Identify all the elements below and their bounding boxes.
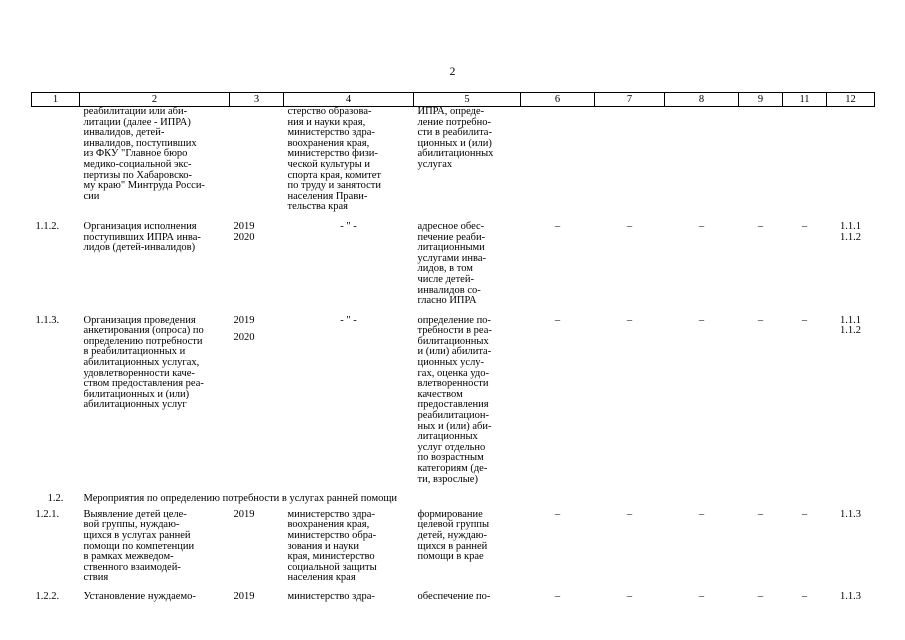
row-name: Организация исполнения поступивших ИПРА инва- лидов (детей-инвалидов) <box>83 220 201 254</box>
cell-dash: – <box>554 590 561 602</box>
cell-dash: – <box>757 314 764 326</box>
row-year: 2019 <box>233 508 255 520</box>
row-refs: 1.1.3 <box>840 508 861 520</box>
row-number: 1.1.3. <box>35 314 60 326</box>
cell-dash: – <box>801 590 808 602</box>
continuation-result: ИПРА, опреде- ление потребно- сти в реабилита- ционных и (или) абилитационных услугах <box>417 106 494 170</box>
header-cell: 8 <box>665 93 739 107</box>
row-name: Организация проведения анкетирования (опроса) по определению потребности в реабилитационных и абилитационных услугах, удовлетворенности каче- ством предоставления реа- билитационных и (или) абилитационных услуг <box>83 314 204 411</box>
cell-dash: – <box>626 590 633 602</box>
cell-dash: – <box>554 314 561 326</box>
cell-dash: – <box>626 508 633 520</box>
header-cell: 5 <box>414 93 521 107</box>
section-number: 1.2. <box>47 493 64 505</box>
table-row <box>32 313 875 492</box>
section-title: Мероприятия по определению потребности в услугах ранней помощи <box>83 493 398 505</box>
header-cell: 7 <box>595 93 665 107</box>
cell-dash: – <box>626 220 633 232</box>
row-refs: 1.1.1 1.1.2 <box>840 314 861 337</box>
cell-dash: – <box>698 590 705 602</box>
row-name: Выявление детей целе- вой группы, нуждаю- щихся в услугах ранней помощи по компетенции в рамках межведом- ственного взаимодей- ствия <box>83 508 195 584</box>
row-result: формирование целевой группы детей, нуждаю- щихся в ранней помощи в крае <box>417 508 490 563</box>
cell-dash: – <box>757 220 764 232</box>
cell-dash: – <box>698 508 705 520</box>
header-cell: 9 <box>739 93 783 107</box>
row-year: 2019 <box>233 590 255 602</box>
row-refs: 1.1.1 1.1.2 <box>840 220 861 243</box>
header-cell: 12 <box>827 93 875 107</box>
cell-dash: – <box>554 508 561 520</box>
cell-dash: – <box>554 220 561 232</box>
cell-dash: – <box>698 220 705 232</box>
header-cell: 3 <box>230 93 284 107</box>
row-executor: министерство здра- <box>287 590 375 602</box>
row-executor: - " - <box>340 220 357 232</box>
row-result: обеспечение по- <box>417 590 491 602</box>
cell-dash: – <box>801 314 808 326</box>
header-row <box>32 93 875 107</box>
row-executor: министерство здра- воохранения края, министерство обра- зования и науки края, министерство социальной защиты населения края <box>287 508 377 584</box>
row-name: Установление нуждаемо- <box>83 590 196 602</box>
table-row <box>32 508 875 590</box>
header-cell: 6 <box>521 93 595 107</box>
header-cell: 1 <box>32 93 80 107</box>
cell-dash: – <box>757 508 764 520</box>
measures-table <box>31 92 875 603</box>
row-years: 2019 2020 <box>233 314 255 344</box>
row-number: 1.2.1. <box>35 508 60 520</box>
table-row <box>32 590 875 603</box>
cell-dash: – <box>757 590 764 602</box>
cell-dash: – <box>801 220 808 232</box>
row-number: 1.2.2. <box>35 590 60 602</box>
cell-dash: – <box>626 314 633 326</box>
continuation-executor: стерство образова- ния и науки края, министерство здра- воохранения края, министерство физи- ческой культуры и спорта края, комитет по труду и занятости населения Прави- тельства края <box>287 106 381 213</box>
continuation-name: реабилитации или аби- литации (далее - ИПРА) инвалидов, детей- инвалидов, поступивших из ФКУ "Главное бюро медико-социальной экс- пертизы по Хабаровско- му краю" Минтруда Росси- сии <box>83 106 205 202</box>
row-number: 1.1.2. <box>35 220 60 232</box>
row-result: адресное обес- печение реаби- литационными услугами инва- лидов, в том числе детей- инвалидов со- гласно ИПРА <box>417 220 486 307</box>
page-number: 2 <box>449 66 456 78</box>
cell-dash: – <box>698 314 705 326</box>
header-cell: 4 <box>284 93 414 107</box>
continuation-row <box>32 107 875 219</box>
row-refs: 1.1.3 <box>840 590 861 602</box>
table-row <box>32 219 875 313</box>
row-executor: - " - <box>340 314 357 326</box>
cell-dash: – <box>801 508 808 520</box>
row-result: определение по- требности в реа- билитационных и (или) абилита- ционных услу- гах, оценка удо- влетворенности качеством предоставления реабилитацион- ных и (или) аби- литационных услуг отдельно по возрастным категориям (де- ти, взрослые) <box>417 314 492 485</box>
header-cell: 11 <box>783 93 827 107</box>
row-years: 2019 2020 <box>233 220 255 243</box>
section-row <box>32 491 875 508</box>
header-cell: 2 <box>80 93 230 107</box>
